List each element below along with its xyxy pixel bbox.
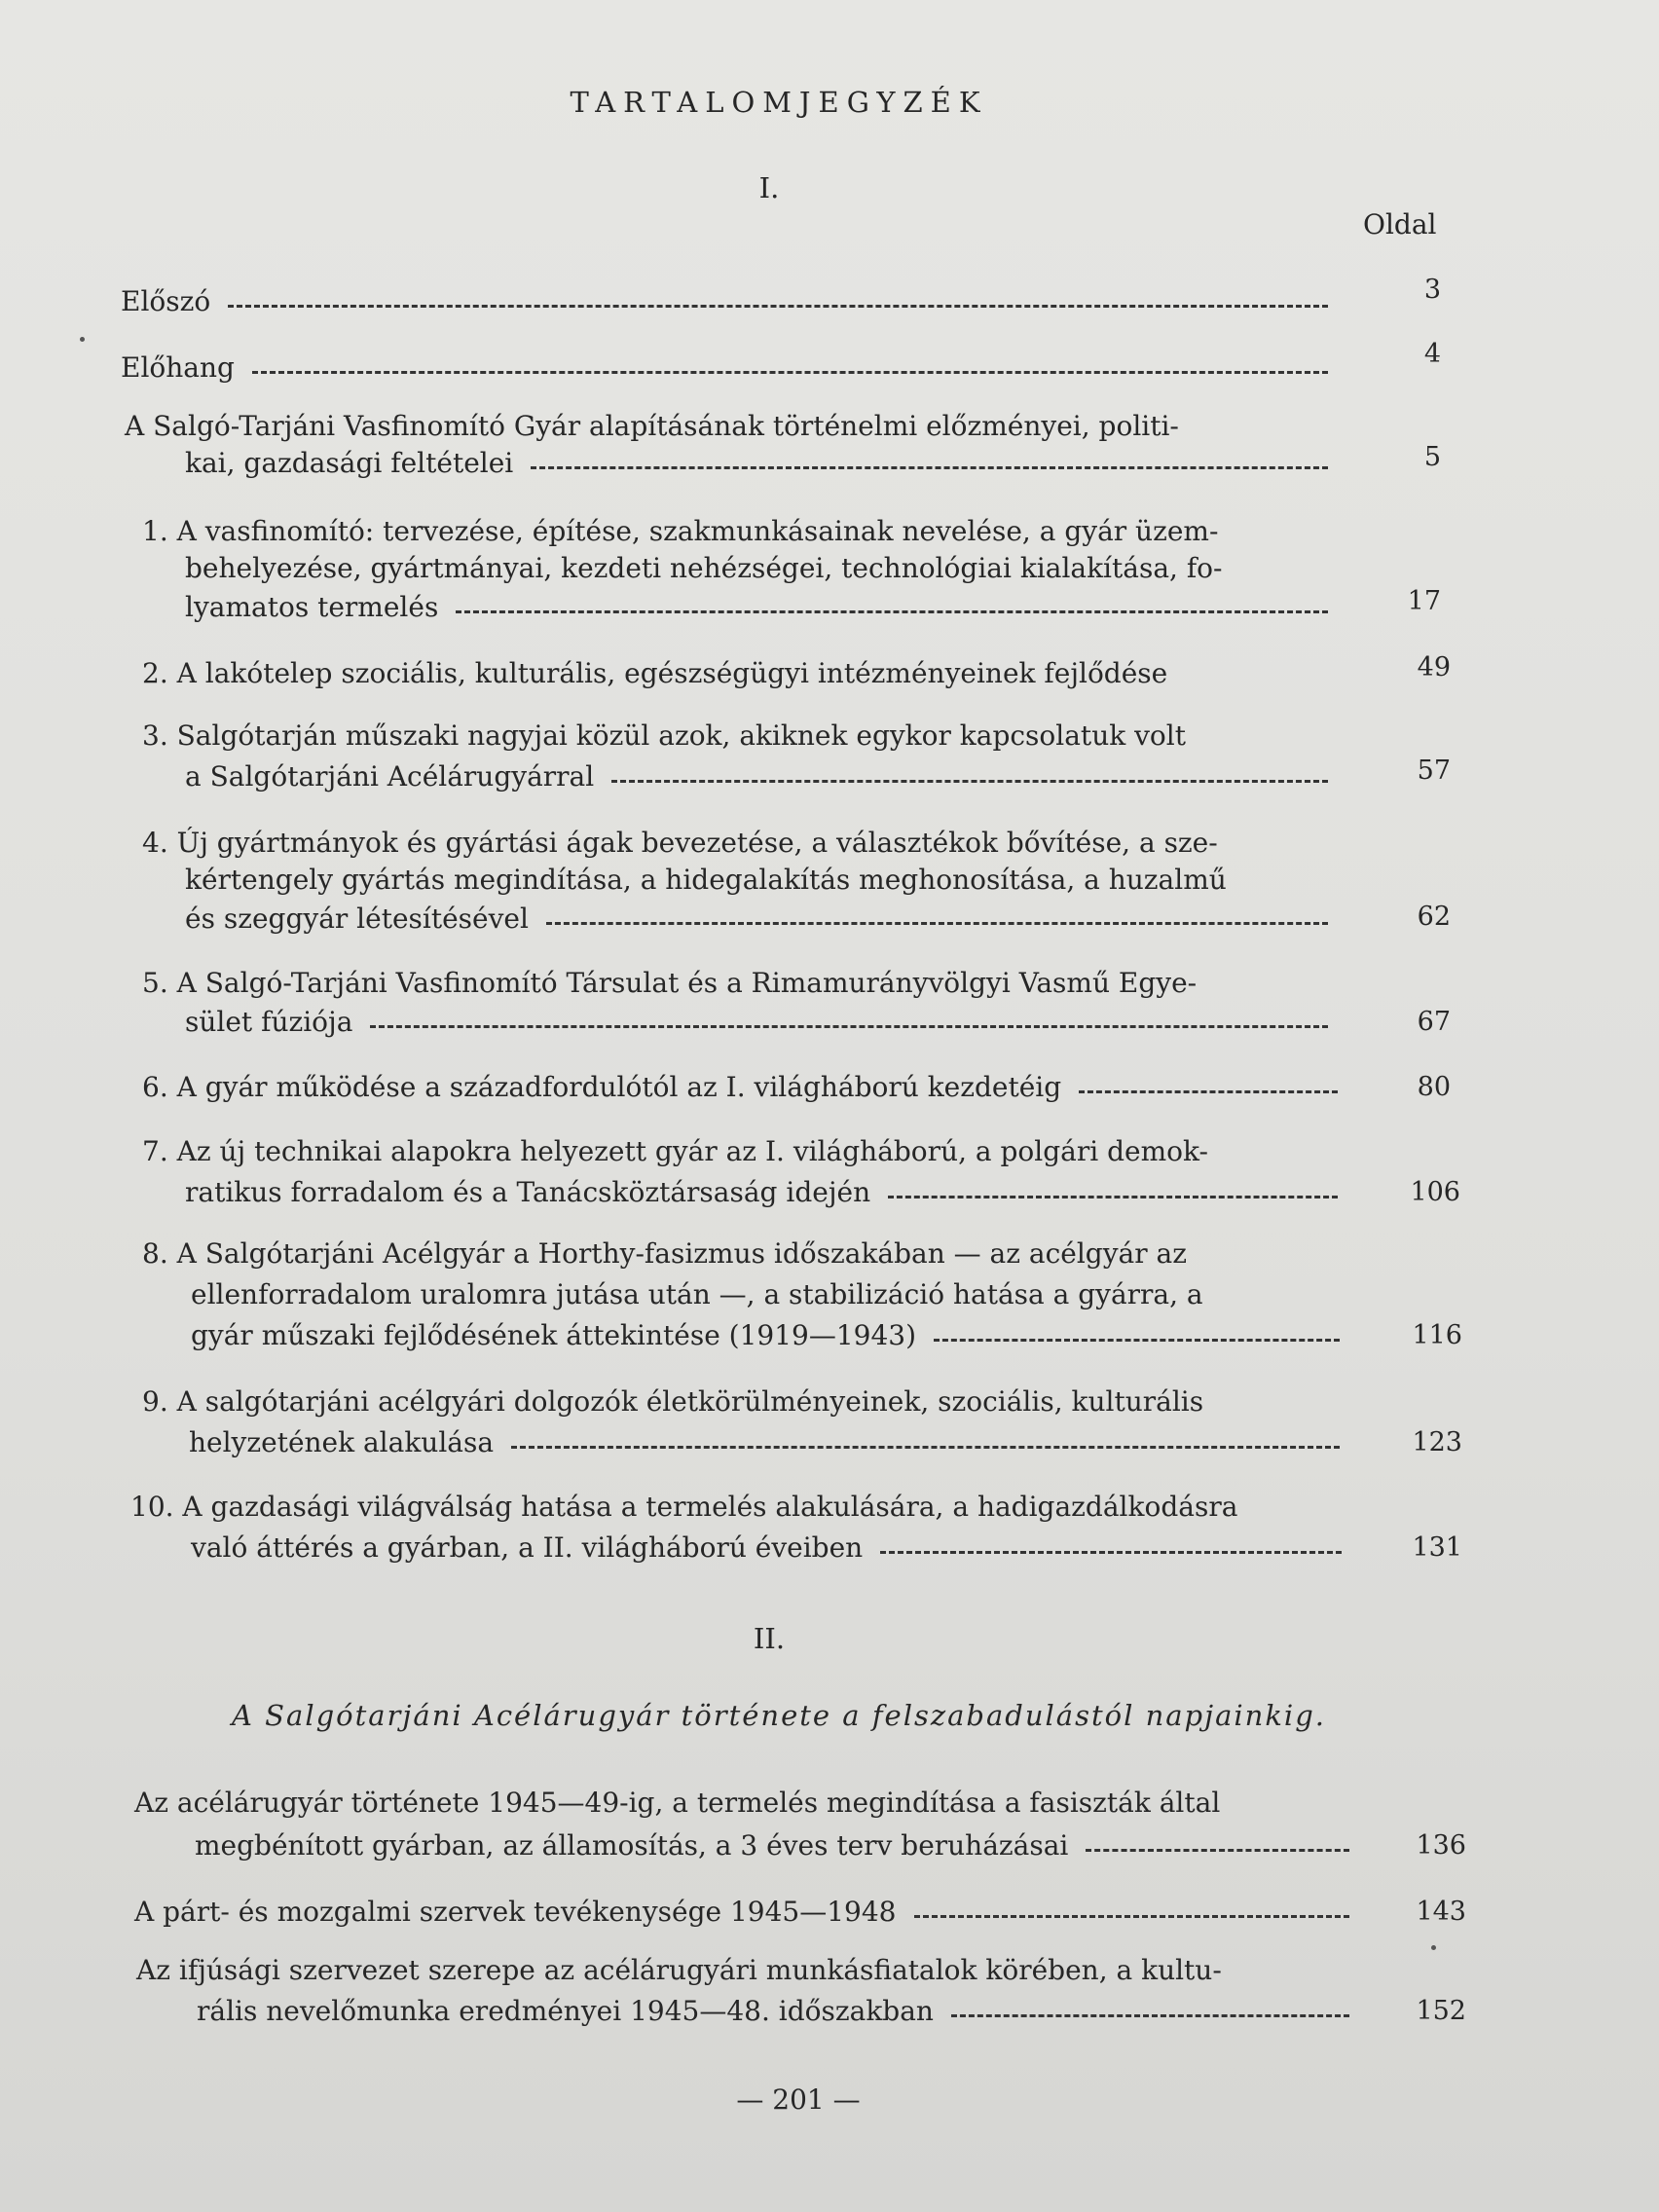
toc-entry-text: 10. A gazdasági világválság hatása a termelés alakulására, a hadigazdálkodásra [130,1491,1238,1523]
leader-dashes [951,2014,1349,2017]
toc-page-number: 136 [1416,1830,1466,1861]
toc-page-number: 67 [1417,1007,1451,1037]
toc-entry-text: 4. Új gyártmányok és gyártási ágak bevezetése, a választékok bővítése, a sze- [142,827,1218,859]
toc-entry-text: 8. A Salgótarjáni Acélgyár a Horthy-fasizmus időszakában — az acélgyár az [142,1237,1187,1270]
toc-entry-text: 6. A gyár működése a századfordulótól az I. világháború kezdetéig [142,1071,1062,1103]
part-2-label: II. [753,1622,786,1655]
toc-page-number: 57 [1417,756,1451,786]
toc-entry-text: rális nevelőmunka eredményei 1945—48. időszakban [197,1995,934,2027]
leader-dashes [546,922,1328,925]
part-2-subtitle: A Salgótarjáni Acélárugyár története a felszabadulástól napjainkig. [232,1699,1326,1732]
toc-entry-text: való áttérés a gyárban, a II. világháború éveiben [191,1531,864,1564]
toc-page-number: 123 [1412,1427,1462,1457]
toc-entry-text: ratikus forradalom és a Tanácsköztársaság idején [185,1176,871,1208]
toc-entry-text: helyzetének alakulása [189,1426,495,1458]
toc-entry-text: és szeggyár létesítésével [185,903,529,935]
toc-page-number: 62 [1417,902,1451,932]
toc-page-number: 131 [1412,1532,1462,1563]
leader-dashes [888,1196,1338,1198]
leader-dashes [228,305,1328,308]
toc-entry-text: 2. A lakótelep szociális, kulturális, egészségügyi intézményeinek fejlődése [142,657,1168,689]
leader-dashes [370,1025,1328,1028]
toc-entry-text: Az acélárugyár története 1945—49-ig, a termelés megindítása a fasiszták által [134,1787,1221,1819]
page-title: TARTALOMJEGYZÉK [570,86,988,119]
toc-entry-text: lyamatos termelés [185,591,439,623]
leader-dashes [1086,1849,1349,1852]
toc-page-number: 152 [1416,1996,1466,2026]
toc-entry-text: 7. Az új technikai alapokra helyezett gyár az I. világháború, a polgári demok- [142,1135,1208,1167]
leader-dashes [456,610,1328,613]
toc-entry-text: 1. A vasfinomító: tervezése, építése, szakmunkásainak nevelése, a gyár üzem- [142,515,1219,547]
page-column-header: Oldal [1363,208,1437,240]
toc-entry-text: 9. A salgótarjáni acélgyári dolgozók életkörülményeinek, szociális, kulturális [142,1385,1204,1418]
leader-dashes [531,466,1328,469]
toc-entry-text: kértengely gyártás megindítása, a hidegalakítás meghonosítása, a huzalmű [185,864,1227,896]
toc-entry-text: ellenforradalom uralomra jutása után —, a stabilizáció hatása a gyárra, a [191,1278,1203,1310]
leader-dashes [1079,1090,1338,1093]
speck [1431,1945,1436,1950]
toc-entry-text: 5. A Salgó-Tarjáni Vasfinomító Társulat és a Rimamurányvölgyi Vasmű Egye- [142,967,1198,999]
toc-page-number: 49 [1417,652,1451,682]
leader-dashes [511,1446,1340,1449]
leader-dashes [611,780,1328,783]
leader-dashes [914,1915,1350,1918]
toc-page-number: 106 [1410,1177,1460,1207]
toc-entry-text: Előszó [121,285,211,317]
toc-page-number: 116 [1412,1320,1462,1350]
toc-entry-text: A Salgó-Tarjáni Vasfinomító Gyár alapításának történelmi előzményei, politi- [125,410,1179,442]
toc-entry-text: gyár műszaki fejlődésének áttekintése (1919—1943) [191,1319,917,1351]
toc-entry-text: behelyezése, gyártmányai, kezdeti nehézségei, technológiai kialakítása, fo- [185,552,1223,584]
toc-page-number: 5 [1423,442,1441,472]
speck [80,337,85,342]
toc-page-number: 4 [1423,339,1441,369]
toc-entry-text: megbénított gyárban, az államosítás, a 3 éves terv beruházásai [195,1829,1069,1862]
toc-page-number: 143 [1416,1897,1466,1927]
toc-entry-text: a Salgótarjáni Acélárugyárral [185,760,595,793]
leader-dashes [880,1551,1342,1554]
toc-entry-text: Előhang [121,351,235,384]
toc-page-number: 3 [1423,275,1441,305]
toc-entry-text: 3. Salgótarján műszaki nagyjai közül azok, akiknek egykor kapcsolatuk volt [142,719,1186,752]
leader-dashes [934,1339,1340,1342]
toc-entry-text: A párt- és mozgalmi szervek tevékenysége 1945—1948 [134,1896,897,1928]
toc-entry-text: sület fúziója [185,1006,353,1038]
toc-page-number: 80 [1417,1072,1451,1102]
toc-entry-text: Az ifjúsági szervezet szerepe az acélárugyári munkásfiatalok körében, a kultu- [136,1954,1222,1986]
page-footer-number: — 201 — [736,2083,861,2116]
part-1-label: I. [758,171,780,204]
leader-dashes [252,371,1328,374]
toc-page-number: 17 [1407,586,1441,616]
toc-entry-text: kai, gazdasági feltételei [185,447,514,479]
